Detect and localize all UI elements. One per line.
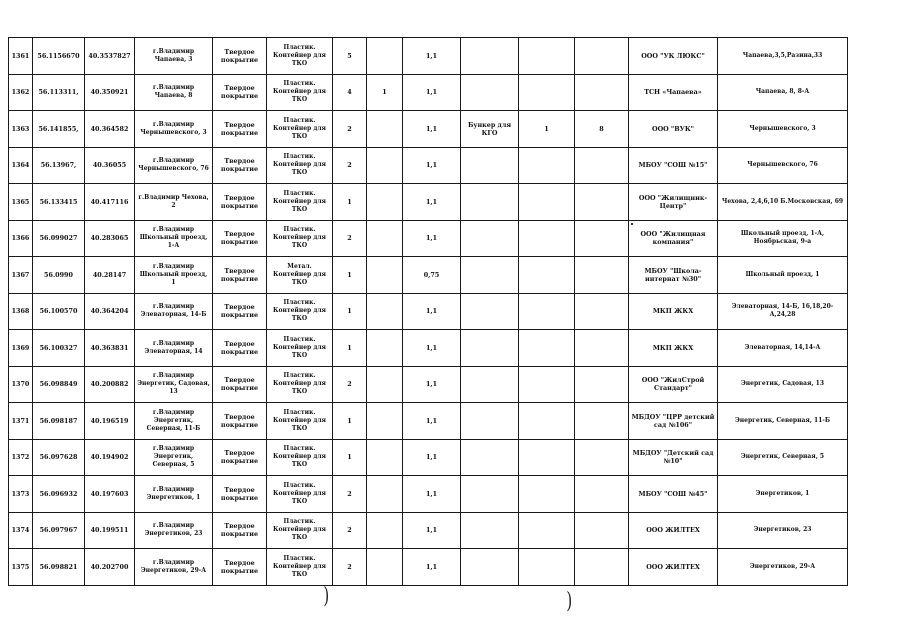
table-row bbox=[9, 184, 848, 221]
bunker-volume-cell bbox=[575, 147, 629, 184]
container-type-cell: Метал. Контейнер для ТКО bbox=[267, 257, 333, 294]
bunker-type-cell bbox=[461, 476, 519, 513]
surface-cell: Твердое покрытие bbox=[213, 293, 267, 330]
container-type-cell: Пластик. Контейнер для ТКО bbox=[267, 293, 333, 330]
bunker-type-cell bbox=[461, 439, 519, 476]
table-row bbox=[9, 476, 848, 513]
latitude-cell: 56.098187 bbox=[33, 403, 85, 440]
owner-cell: ООО "ЖилСтрой Стандарт" bbox=[629, 366, 718, 403]
latitude-cell: 56.1156670 bbox=[33, 38, 85, 75]
waste-sources-cell: Чернышевского, 76 bbox=[718, 147, 848, 184]
address-cell: г.Владимир Чапаева, 3 bbox=[135, 38, 213, 75]
waste-sources-cell: Энергетик, Северная, 11-Б bbox=[718, 403, 848, 440]
container-count-cell: 1 bbox=[333, 403, 367, 440]
latitude-cell: 56.100570 bbox=[33, 293, 85, 330]
address-cell: г.Владимир Энергетик, Северная, 5 bbox=[135, 439, 213, 476]
container-count-cell: 1 bbox=[333, 330, 367, 367]
owner-cell: ТСН «Чапаева» bbox=[629, 74, 718, 111]
owner-cell: МКП ЖКХ bbox=[629, 330, 718, 367]
latitude-cell: 56.096932 bbox=[33, 476, 85, 513]
owner-cell: МБОУ "СОШ №15" bbox=[629, 147, 718, 184]
bunker-type-cell bbox=[461, 330, 519, 367]
longitude-cell: 40.199511 bbox=[85, 512, 135, 549]
row-number-cell: 1361 bbox=[9, 38, 33, 75]
surface-cell: Твердое покрытие bbox=[213, 147, 267, 184]
extra-count-cell bbox=[367, 403, 403, 440]
surface-cell: Твердое покрытие bbox=[213, 439, 267, 476]
surface-cell: Твердое покрытие bbox=[213, 184, 267, 221]
extra-count-cell bbox=[367, 512, 403, 549]
container-count-cell: 2 bbox=[333, 476, 367, 513]
waste-sources-cell: Чернышевского, 3 bbox=[718, 111, 848, 148]
longitude-cell: 40.283065 bbox=[85, 220, 135, 257]
container-count-cell: 2 bbox=[333, 111, 367, 148]
bunker-count-cell bbox=[519, 257, 575, 294]
bunker-type-cell bbox=[461, 257, 519, 294]
owner-cell: ООО "Жилищник-Центр" bbox=[629, 184, 718, 221]
container-count-cell: 1 bbox=[333, 184, 367, 221]
address-cell: г.Владимир Энергетиков, 29-А bbox=[135, 549, 213, 586]
waste-sources-cell: Элеваторная, 14-Б, 16,18,20-А,24,28 bbox=[718, 293, 848, 330]
latitude-cell: 56.097628 bbox=[33, 439, 85, 476]
longitude-cell: 40.194902 bbox=[85, 439, 135, 476]
table-row bbox=[9, 74, 848, 111]
table-body bbox=[9, 38, 848, 586]
row-number-cell: 1363 bbox=[9, 111, 33, 148]
latitude-cell: 56.0990 bbox=[33, 257, 85, 294]
container-count-cell: 2 bbox=[333, 220, 367, 257]
container-volume-cell: 1,1 bbox=[403, 220, 461, 257]
bunker-count-cell bbox=[519, 184, 575, 221]
container-type-cell: Пластик. Контейнер для ТКО bbox=[267, 439, 333, 476]
longitude-cell: 40.417116 bbox=[85, 184, 135, 221]
address-cell: г.Владимир Энергетик, Садовая, 13 bbox=[135, 366, 213, 403]
bunker-count-cell bbox=[519, 293, 575, 330]
extra-count-cell bbox=[367, 330, 403, 367]
latitude-cell: 56.13967, bbox=[33, 147, 85, 184]
table-row bbox=[9, 439, 848, 476]
owner-cell: МБОУ "СОШ №45" bbox=[629, 476, 718, 513]
row-number-cell: 1364 bbox=[9, 147, 33, 184]
container-type-cell: Пластик. Контейнер для ТКО bbox=[267, 330, 333, 367]
waste-sources-cell: Чапаева,3,5,Разина,33 bbox=[718, 38, 848, 75]
address-cell: г.Владимир Энергетик, Северная, 11-Б bbox=[135, 403, 213, 440]
address-cell: г.Владимир Чернышевского, 76 bbox=[135, 147, 213, 184]
bunker-volume-cell bbox=[575, 549, 629, 586]
bunker-volume-cell: 8 bbox=[575, 111, 629, 148]
table-row bbox=[9, 512, 848, 549]
table-row bbox=[9, 403, 848, 440]
table-row bbox=[9, 111, 848, 148]
latitude-cell: 56.099027 bbox=[33, 220, 85, 257]
table-row bbox=[9, 147, 848, 184]
surface-cell: Твердое покрытие bbox=[213, 74, 267, 111]
longitude-cell: 40.364582 bbox=[85, 111, 135, 148]
address-cell: г.Владимир Школьный проезд, 1-А bbox=[135, 220, 213, 257]
container-count-cell: 1 bbox=[333, 293, 367, 330]
extra-count-cell bbox=[367, 38, 403, 75]
bunker-count-cell bbox=[519, 476, 575, 513]
surface-cell: Твердое покрытие bbox=[213, 220, 267, 257]
container-volume-cell: 1,1 bbox=[403, 476, 461, 513]
bunker-type-cell bbox=[461, 74, 519, 111]
longitude-cell: 40.200882 bbox=[85, 366, 135, 403]
latitude-cell: 56.097967 bbox=[33, 512, 85, 549]
bunker-volume-cell bbox=[575, 293, 629, 330]
waste-sources-cell: Энергетиков, 29-А bbox=[718, 549, 848, 586]
bunker-volume-cell bbox=[575, 330, 629, 367]
container-count-cell: 2 bbox=[333, 366, 367, 403]
owner-cell: ООО ЖИЛТЕХ bbox=[629, 512, 718, 549]
bunker-type-cell: Бункер для КГО bbox=[461, 111, 519, 148]
latitude-cell: 56.100327 bbox=[33, 330, 85, 367]
container-volume-cell: 1,1 bbox=[403, 74, 461, 111]
bunker-type-cell bbox=[461, 512, 519, 549]
container-count-cell: 2 bbox=[333, 147, 367, 184]
table-row bbox=[9, 257, 848, 294]
extra-count-cell bbox=[367, 476, 403, 513]
row-number-cell: 1374 bbox=[9, 512, 33, 549]
surface-cell: Твердое покрытие bbox=[213, 111, 267, 148]
waste-sources-cell: Энергетик, Северная, 5 bbox=[718, 439, 848, 476]
bunker-volume-cell bbox=[575, 476, 629, 513]
container-type-cell: Пластик. Контейнер для ТКО bbox=[267, 366, 333, 403]
latitude-cell: 56.098821 bbox=[33, 549, 85, 586]
container-count-cell: 4 bbox=[333, 74, 367, 111]
bunker-volume-cell bbox=[575, 366, 629, 403]
address-cell: г.Владимир Чапаева, 8 bbox=[135, 74, 213, 111]
container-type-cell: Пластик. Контейнер для ТКО bbox=[267, 38, 333, 75]
container-volume-cell: 1,1 bbox=[403, 147, 461, 184]
longitude-cell: 40.196519 bbox=[85, 403, 135, 440]
bunker-type-cell bbox=[461, 293, 519, 330]
row-number-cell: 1366 bbox=[9, 220, 33, 257]
surface-cell: Твердое покрытие bbox=[213, 476, 267, 513]
container-type-cell: Пластик. Контейнер для ТКО bbox=[267, 74, 333, 111]
container-sites-table bbox=[8, 37, 848, 586]
row-number-cell: 1375 bbox=[9, 549, 33, 586]
container-type-cell: Пластик. Контейнер для ТКО bbox=[267, 403, 333, 440]
address-cell: г.Владимир Чернышевского, 3 bbox=[135, 111, 213, 148]
row-number-cell: 1372 bbox=[9, 439, 33, 476]
waste-sources-cell: Школьный проезд, 1-А, Ноябрьская, 9-а bbox=[718, 220, 848, 257]
container-volume-cell: 0,75 bbox=[403, 257, 461, 294]
bunker-type-cell bbox=[461, 220, 519, 257]
owner-cell: ООО "УК ЛЮКС" bbox=[629, 38, 718, 75]
row-number-cell: 1371 bbox=[9, 403, 33, 440]
container-type-cell: Пластик. Контейнер для ТКО bbox=[267, 220, 333, 257]
table-row bbox=[9, 220, 848, 257]
extra-count-cell bbox=[367, 220, 403, 257]
bunker-type-cell bbox=[461, 147, 519, 184]
latitude-cell: 56.133415 bbox=[33, 184, 85, 221]
bunker-type-cell bbox=[461, 184, 519, 221]
container-type-cell: Пластик. Контейнер для ТКО bbox=[267, 476, 333, 513]
row-number-cell: 1373 bbox=[9, 476, 33, 513]
scan-speck bbox=[631, 223, 633, 225]
extra-count-cell bbox=[367, 366, 403, 403]
bunker-volume-cell bbox=[575, 184, 629, 221]
latitude-cell: 56.113311, bbox=[33, 74, 85, 111]
surface-cell: Твердое покрытие bbox=[213, 330, 267, 367]
owner-cell: МКП ЖКХ bbox=[629, 293, 718, 330]
extra-count-cell bbox=[367, 111, 403, 148]
owner-cell: ООО "ВУК" bbox=[629, 111, 718, 148]
container-volume-cell: 1,1 bbox=[403, 38, 461, 75]
waste-sources-cell: Энергетиков, 23 bbox=[718, 512, 848, 549]
row-number-cell: 1365 bbox=[9, 184, 33, 221]
longitude-cell: 40.28147 bbox=[85, 257, 135, 294]
bunker-volume-cell bbox=[575, 403, 629, 440]
bunker-count-cell bbox=[519, 74, 575, 111]
table-row bbox=[9, 38, 848, 75]
address-cell: г.Владимир Энергетиков, 23 bbox=[135, 512, 213, 549]
waste-sources-cell: Чехова, 2,4,6,10 Б.Московская, 69 bbox=[718, 184, 848, 221]
bunker-count-cell bbox=[519, 220, 575, 257]
container-count-cell: 5 bbox=[333, 38, 367, 75]
container-volume-cell: 1,1 bbox=[403, 439, 461, 476]
extra-count-cell bbox=[367, 257, 403, 294]
row-number-cell: 1362 bbox=[9, 74, 33, 111]
address-cell: г.Владимир Школьный проезд, 1 bbox=[135, 257, 213, 294]
extra-count-cell bbox=[367, 549, 403, 586]
container-type-cell: Пластик. Контейнер для ТКО bbox=[267, 111, 333, 148]
surface-cell: Твердое покрытие bbox=[213, 549, 267, 586]
container-volume-cell: 1,1 bbox=[403, 184, 461, 221]
registry-page bbox=[8, 37, 847, 584]
bunker-count-cell bbox=[519, 403, 575, 440]
owner-cell: ООО ЖИЛТЕХ bbox=[629, 549, 718, 586]
longitude-cell: 40.3537827 bbox=[85, 38, 135, 75]
surface-cell: Твердое покрытие bbox=[213, 366, 267, 403]
bunker-count-cell bbox=[519, 366, 575, 403]
container-volume-cell: 1,1 bbox=[403, 366, 461, 403]
extra-count-cell bbox=[367, 184, 403, 221]
extra-count-cell bbox=[367, 293, 403, 330]
bunker-count-cell bbox=[519, 38, 575, 75]
longitude-cell: 40.202700 bbox=[85, 549, 135, 586]
longitude-cell: 40.350921 bbox=[85, 74, 135, 111]
bunker-count-cell: 1 bbox=[519, 111, 575, 148]
row-number-cell: 1367 bbox=[9, 257, 33, 294]
waste-sources-cell: Энергетик, Садовая, 13 bbox=[718, 366, 848, 403]
bunker-count-cell bbox=[519, 549, 575, 586]
bunker-type-cell bbox=[461, 403, 519, 440]
container-volume-cell: 1,1 bbox=[403, 330, 461, 367]
address-cell: г.Владимир Элеваторная, 14-Б bbox=[135, 293, 213, 330]
longitude-cell: 40.364204 bbox=[85, 293, 135, 330]
address-cell: г.Владимир Чехова, 2 bbox=[135, 184, 213, 221]
container-volume-cell: 1,1 bbox=[403, 512, 461, 549]
container-type-cell: Пластик. Контейнер для ТКО bbox=[267, 147, 333, 184]
waste-sources-cell: Энергетиков, 1 bbox=[718, 476, 848, 513]
surface-cell: Твердое покрытие bbox=[213, 38, 267, 75]
waste-sources-cell: Элеваторная, 14,14-А bbox=[718, 330, 848, 367]
longitude-cell: 40.197603 bbox=[85, 476, 135, 513]
owner-cell: МБДОУ "ЦРР детский сад №106" bbox=[629, 403, 718, 440]
extra-count-cell: 1 bbox=[367, 74, 403, 111]
table-row bbox=[9, 549, 848, 586]
container-volume-cell: 1,1 bbox=[403, 111, 461, 148]
bunker-volume-cell bbox=[575, 220, 629, 257]
scan-mark-left: ) bbox=[323, 584, 330, 609]
row-number-cell: 1369 bbox=[9, 330, 33, 367]
bunker-count-cell bbox=[519, 147, 575, 184]
bunker-volume-cell bbox=[575, 74, 629, 111]
longitude-cell: 40.363831 bbox=[85, 330, 135, 367]
bunker-volume-cell bbox=[575, 38, 629, 75]
bunker-count-cell bbox=[519, 512, 575, 549]
bunker-volume-cell bbox=[575, 439, 629, 476]
row-number-cell: 1368 bbox=[9, 293, 33, 330]
address-cell: г.Владимир Элеваторная, 14 bbox=[135, 330, 213, 367]
container-volume-cell: 1,1 bbox=[403, 403, 461, 440]
row-number-cell: 1370 bbox=[9, 366, 33, 403]
surface-cell: Твердое покрытие bbox=[213, 403, 267, 440]
extra-count-cell bbox=[367, 147, 403, 184]
container-type-cell: Пластик. Контейнер для ТКО bbox=[267, 549, 333, 586]
waste-sources-cell: Чапаева, 8, 8-А bbox=[718, 74, 848, 111]
surface-cell: Твердое покрытие bbox=[213, 257, 267, 294]
container-count-cell: 2 bbox=[333, 549, 367, 586]
bunker-type-cell bbox=[461, 38, 519, 75]
container-volume-cell: 1,1 bbox=[403, 293, 461, 330]
container-count-cell: 2 bbox=[333, 512, 367, 549]
container-type-cell: Пластик. Контейнер для ТКО bbox=[267, 184, 333, 221]
bunker-count-cell bbox=[519, 330, 575, 367]
scan-mark-right: ) bbox=[566, 589, 573, 614]
latitude-cell: 56.098849 bbox=[33, 366, 85, 403]
waste-sources-cell: Школьный проезд, 1 bbox=[718, 257, 848, 294]
table-row bbox=[9, 366, 848, 403]
container-count-cell: 1 bbox=[333, 257, 367, 294]
owner-cell: МБДОУ "Детский сад №10" bbox=[629, 439, 718, 476]
owner-cell: МБОУ "Школа-интернат №30" bbox=[629, 257, 718, 294]
surface-cell: Твердое покрытие bbox=[213, 512, 267, 549]
bunker-volume-cell bbox=[575, 257, 629, 294]
bunker-type-cell bbox=[461, 366, 519, 403]
owner-cell: ООО "Жилищная компания" bbox=[629, 220, 718, 257]
bunker-count-cell bbox=[519, 439, 575, 476]
container-count-cell: 1 bbox=[333, 439, 367, 476]
container-volume-cell: 1,1 bbox=[403, 549, 461, 586]
table-row bbox=[9, 330, 848, 367]
bunker-volume-cell bbox=[575, 512, 629, 549]
address-cell: г.Владимир Энергетиков, 1 bbox=[135, 476, 213, 513]
container-type-cell: Пластик. Контейнер для ТКО bbox=[267, 512, 333, 549]
latitude-cell: 56.141855, bbox=[33, 111, 85, 148]
longitude-cell: 40.36055 bbox=[85, 147, 135, 184]
extra-count-cell bbox=[367, 439, 403, 476]
table-row bbox=[9, 293, 848, 330]
bunker-type-cell bbox=[461, 549, 519, 586]
